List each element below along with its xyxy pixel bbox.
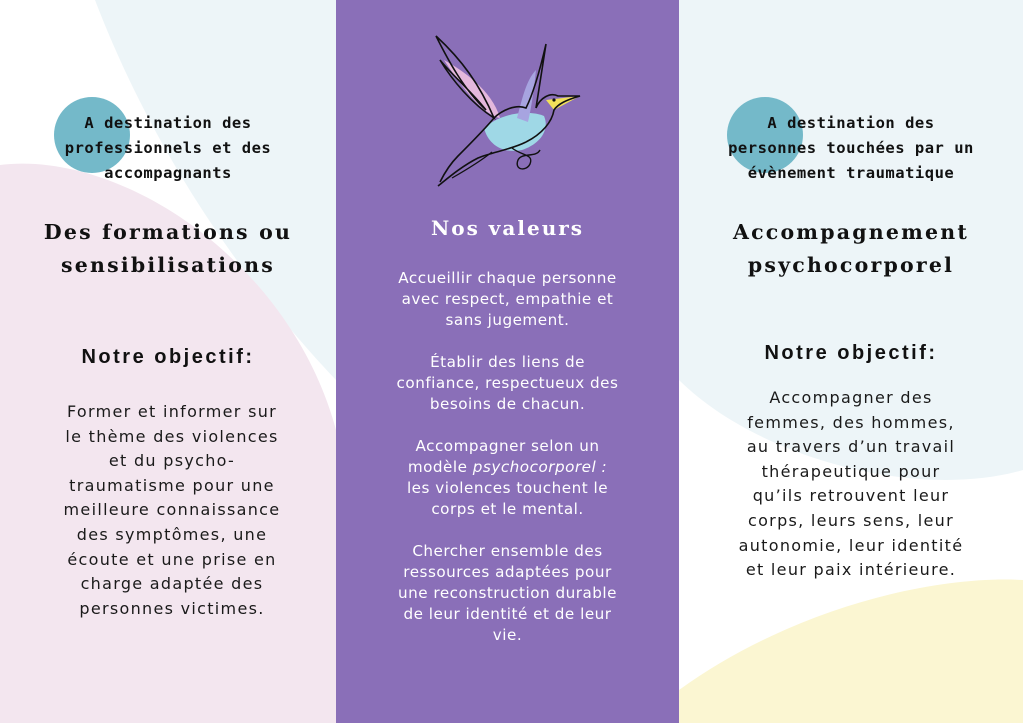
text-line: Établir des liens de (430, 353, 585, 371)
text-line: le thème des violences (65, 426, 279, 446)
text-line: autonomie, leur identité (738, 535, 964, 555)
text-line: avec respect, empathie et (401, 290, 614, 308)
text-line: femmes, des hommes, (747, 412, 955, 432)
heading-line: psychocorporel (747, 253, 955, 277)
right-panel (679, 0, 1023, 723)
text-line: confiance, respectueux des (396, 374, 619, 392)
text-line: corps, leurs sens, leur (748, 510, 954, 530)
text-line: au travers d’un travail (746, 437, 956, 457)
text-line: Accompagner selon un (415, 437, 600, 455)
text-line: qu’ils retrouvent leur (752, 486, 950, 506)
values-list (376, 268, 639, 667)
text-line: Accueillir chaque personne (398, 269, 617, 287)
text-line: vie. (492, 626, 523, 644)
objective-title: Notre objectif: (764, 342, 938, 364)
text-line: écoute et une prise en (67, 549, 277, 569)
heading-line: Des formations ou (43, 220, 293, 244)
objective-title: Notre objectif: (81, 346, 255, 368)
text-line: Former et informer sur (66, 402, 278, 421)
value-item (376, 541, 639, 646)
objective-text (709, 386, 993, 583)
value-item (376, 268, 639, 331)
heading-line: Accompagnement (732, 220, 970, 244)
value-item (376, 352, 639, 415)
text-line: personnes victimes. (79, 598, 265, 618)
text-line: et leur paix intérieure. (745, 560, 957, 580)
text-line: et du psycho- (108, 451, 236, 471)
section-heading (0, 216, 336, 282)
audience-line: A destination des (767, 114, 935, 132)
text-line: traumatisme pour une (69, 475, 275, 495)
left-panel (0, 0, 336, 723)
heading-line: sensibilisations (61, 253, 275, 277)
objective-text (36, 400, 308, 621)
text-line: Chercher ensemble des (412, 542, 603, 560)
audience-line: professionnels et des (64, 139, 272, 157)
audience-line: évènement traumatique (747, 164, 955, 182)
text-line: corps et le mental. (431, 500, 584, 518)
text-line: de leur identité et de leur (403, 605, 612, 623)
audience-label (0, 111, 336, 186)
text-line: sans jugement. (445, 311, 570, 329)
text-line: thérapeutique pour (761, 461, 941, 481)
audience-line: accompagnants (104, 164, 232, 182)
text-line: les violences touchent le (406, 479, 609, 497)
hummingbird-illustration (422, 30, 592, 190)
audience-label (679, 111, 1023, 186)
text-line: besoins de chacun. (429, 395, 586, 413)
value-item (376, 436, 639, 520)
audience-line: personnes touchées par un (728, 139, 974, 157)
text-line (376, 457, 639, 478)
values-title: Nos valeurs (430, 216, 585, 240)
text-line: charge adaptée des (80, 574, 264, 594)
text-line: meilleure connaissance (63, 500, 281, 520)
section-heading (679, 216, 1023, 282)
emphasis-text: psychocorporel : (472, 458, 608, 476)
text-line: Accompagner des (769, 388, 933, 407)
text-fragment: modèle (407, 458, 473, 476)
text-line: des symptômes, une (76, 524, 268, 544)
audience-line: A destination des (84, 114, 252, 132)
text-line: ressources adaptées pour (403, 563, 612, 581)
middle-panel (336, 0, 679, 723)
text-line: une reconstruction durable (398, 584, 617, 602)
